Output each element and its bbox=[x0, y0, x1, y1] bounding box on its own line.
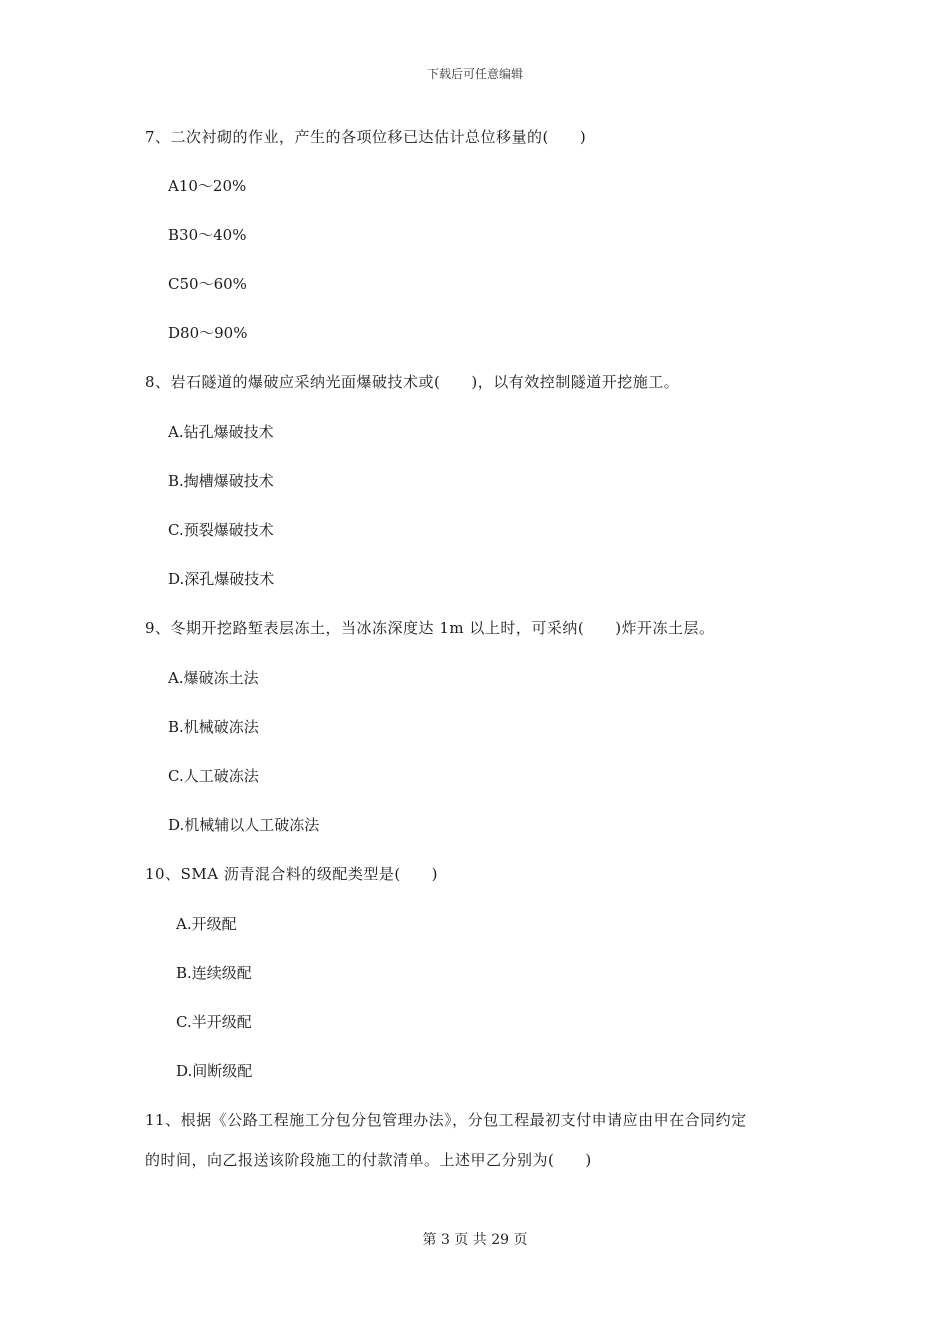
option-10c: C.半开级配 bbox=[176, 1013, 252, 1031]
question-11-line-2: 的时间，向乙报送该阶段施工的付款清单。上述甲乙分别为( ) bbox=[145, 1151, 592, 1169]
option-8c: C.预裂爆破技术 bbox=[168, 521, 274, 539]
question-9: 9、冬期开挖路堑表层冻土，当冰冻深度达 1m 以上时，可采纳( )炸开冻土层。 bbox=[145, 619, 715, 637]
question-10: 10、SMA 沥青混合料的级配类型是( ) bbox=[145, 865, 439, 883]
page-footer: 第 3 页 共 29 页 bbox=[422, 1232, 528, 1248]
option-7c: C50～60% bbox=[168, 275, 247, 293]
question-7: 7、二次衬砌的作业，产生的各项位移已达估计总位移量的( ) bbox=[145, 128, 587, 146]
question-11-line-1: 11、根据《公路工程施工分包分包管理办法》，分包工程最初支付申请应由甲在合同约定 bbox=[145, 1111, 747, 1129]
option-10b: B.连续级配 bbox=[176, 964, 252, 982]
option-9c: C.人工破冻法 bbox=[168, 767, 259, 785]
option-9b: B.机械破冻法 bbox=[168, 718, 259, 736]
option-8d: D.深孔爆破技术 bbox=[168, 570, 275, 588]
option-7d: D80～90% bbox=[168, 324, 248, 342]
option-8b: B.掏槽爆破技术 bbox=[168, 472, 274, 490]
option-9a: A.爆破冻土法 bbox=[168, 669, 259, 687]
option-7b: B30～40% bbox=[168, 226, 247, 244]
option-9d: D.机械辅以人工破冻法 bbox=[168, 816, 320, 834]
option-7a: A10～20% bbox=[168, 177, 247, 195]
page-header: 下载后可任意编辑 bbox=[426, 67, 523, 81]
question-8: 8、岩石隧道的爆破应采纳光面爆破技术或( )，以有效控制隧道开挖施工。 bbox=[145, 373, 680, 391]
option-10d: D.间断级配 bbox=[176, 1062, 253, 1080]
option-8a: A.钻孔爆破技术 bbox=[168, 423, 274, 441]
option-10a: A.开级配 bbox=[176, 915, 237, 933]
